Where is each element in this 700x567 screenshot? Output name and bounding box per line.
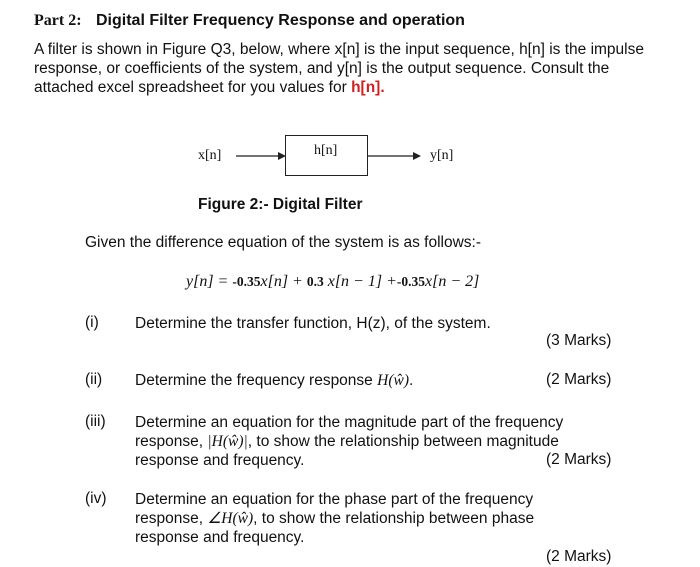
marks-i: (3 Marks): [546, 332, 612, 349]
eq-coef-2: -0.35: [396, 274, 425, 289]
question-text-i: Determine the transfer function, H(z), of the system.: [135, 315, 491, 332]
eq-term-2: x[n − 2]: [425, 273, 480, 290]
question-text-iii-line2b: , to show the relationship between magnitude: [247, 433, 559, 450]
question-text-iv-line2a: response,: [135, 510, 204, 527]
phase-symbol: ∠H(ŵ): [207, 510, 254, 527]
frequency-response-symbol: H(ŵ): [377, 372, 409, 389]
magnitude-symbol: |H(ŵ)|: [207, 433, 248, 450]
question-text-iii-line1: Determine an equation for the magnitude part of the frequency: [135, 414, 564, 431]
marks-ii: (2 Marks): [546, 371, 612, 388]
marks-iii: (2 Marks): [546, 451, 612, 468]
eq-term-0: x[n] +: [260, 273, 303, 290]
input-label: x[n]: [198, 148, 222, 163]
question-text-iii-line2a: response,: [135, 433, 204, 450]
question-number-ii: (ii): [85, 371, 103, 388]
question-text-iii-line2: [135, 432, 559, 451]
question-text-ii: [135, 371, 413, 390]
section-heading: Digital Filter Frequency Response and operation: [96, 12, 465, 29]
question-number-iii: (iii): [85, 413, 106, 430]
marks-iv: (2 Marks): [546, 548, 612, 565]
question-number-iv: (iv): [85, 490, 107, 507]
output-arrow: [368, 149, 422, 163]
filter-label: h[n]: [314, 143, 338, 158]
output-label: y[n]: [430, 148, 454, 163]
given-text: Given the difference equation of the system is as follows:-: [85, 234, 482, 251]
question-text-iv-line1: Determine an equation for the phase part of the frequency: [135, 491, 534, 508]
intro-highlight: h[n].: [351, 79, 385, 96]
question-text-iv-line2: [135, 509, 534, 528]
question-text-iv-line3: response and frequency.: [135, 529, 305, 546]
input-arrow: [236, 149, 288, 163]
question-text-ii-suffix: .: [408, 372, 414, 389]
figure-caption: Figure 2:- Digital Filter: [198, 196, 363, 213]
question-text-ii-main: Determine the frequency response: [135, 372, 373, 389]
question-text-iv-line2b: , to show the relationship between phase: [253, 510, 535, 527]
eq-lhs: y[n] =: [186, 273, 229, 290]
part-label: Part 2:: [34, 12, 82, 29]
intro-paragraph: [34, 40, 654, 97]
question-number-i: (i): [85, 314, 99, 331]
eq-coef-0: -0.35: [232, 274, 261, 289]
eq-term-1: x[n − 1] +: [327, 273, 397, 290]
eq-coef-1: 0.3: [306, 274, 324, 289]
question-text-iii-line3: response and frequency.: [135, 452, 305, 469]
intro-text: A filter is shown in Figure Q3, below, where x[n] is the input sequence, h[n] is the impulse response, or coefficients of the system, and y[n] is the output sequence. Consult the attached excel spreadsheet for you values for: [34, 41, 644, 96]
difference-equation: [186, 273, 479, 291]
